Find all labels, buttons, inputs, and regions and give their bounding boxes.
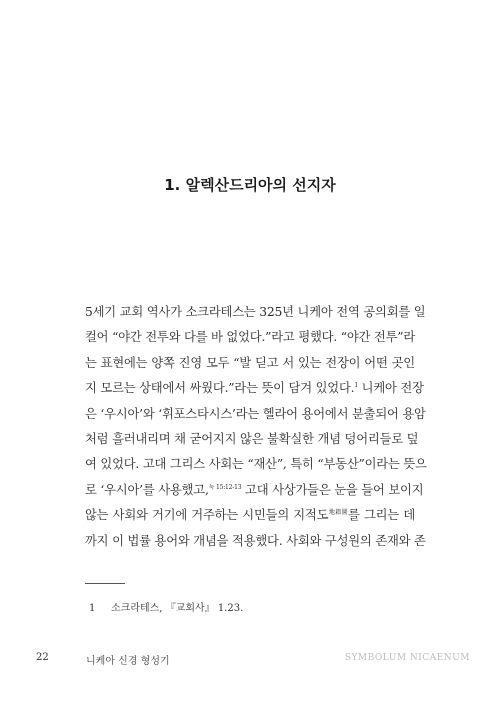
body-line: 컬어 “야간 전투와 다를 바 없었다.”라고 평했다. “야간 전투”라 [85, 330, 416, 345]
body-line [85, 478, 424, 503]
body-line: 여 있었다. 고대 그리스 사회는 “재산”, 특히 “부동산”이라는 뜻으 [85, 457, 427, 472]
body-line-text: 지 모르는 상태에서 싸웠다.”라는 뜻이 담겨 있었다. [85, 381, 355, 396]
hanja-gloss: 地籍圖 [328, 509, 349, 517]
body-line-text: 로 ‘우시아’를 사용했고, [85, 482, 209, 497]
body-line: 까지 이 법률 용어와 개념을 적용했다. 사회와 구성원의 존재와 존 [85, 533, 426, 548]
scripture-reference: 눅 15:12-13 [208, 483, 242, 491]
book-title: 니케아 신경 형성기 [86, 656, 170, 667]
body-line-text: 를 그리는 데 [348, 508, 415, 523]
body-text [85, 300, 427, 554]
footnote [85, 599, 243, 614]
body-line [85, 376, 424, 401]
running-head: SYMBOLUM NICAENUM [344, 653, 470, 663]
footnote-divider [85, 583, 125, 584]
body-line-text: 고대 사상가들은 눈을 들어 보이지 [241, 482, 424, 497]
body-line [85, 503, 415, 528]
body-line: 5세기 교회 역사가 소크라테스는 325년 니케아 전역 공의회를 일 [85, 305, 426, 319]
footnote-text: 소크라테스, 『교회사』 1.23. [111, 603, 244, 614]
chapter-title: 1. 알렉산드리아의 선지자 [164, 176, 336, 194]
page-number: 22 [36, 652, 49, 663]
body-line-text: 니케아 전장 [357, 381, 424, 396]
body-line: 처럼 흘러내리며 채 굳어지지 않은 불확실한 개념 덩어리들로 덮 [85, 431, 419, 446]
footnote-reference[interactable]: 1 [354, 382, 358, 390]
footnote-number: 1 [89, 603, 96, 614]
body-line: 은 ‘우시아’와 ‘휘포스타시스’라는 헬라어 용어에서 분출되어 용암 [85, 406, 426, 421]
page-footer [0, 652, 500, 666]
body-line-text: 않는 사회와 거기에 거주하는 시민들의 지적도 [85, 508, 329, 523]
body-line: 는 표현에는 양쪽 진영 모두 “발 딛고 서 있는 전장이 어떤 곳인 [85, 355, 415, 370]
